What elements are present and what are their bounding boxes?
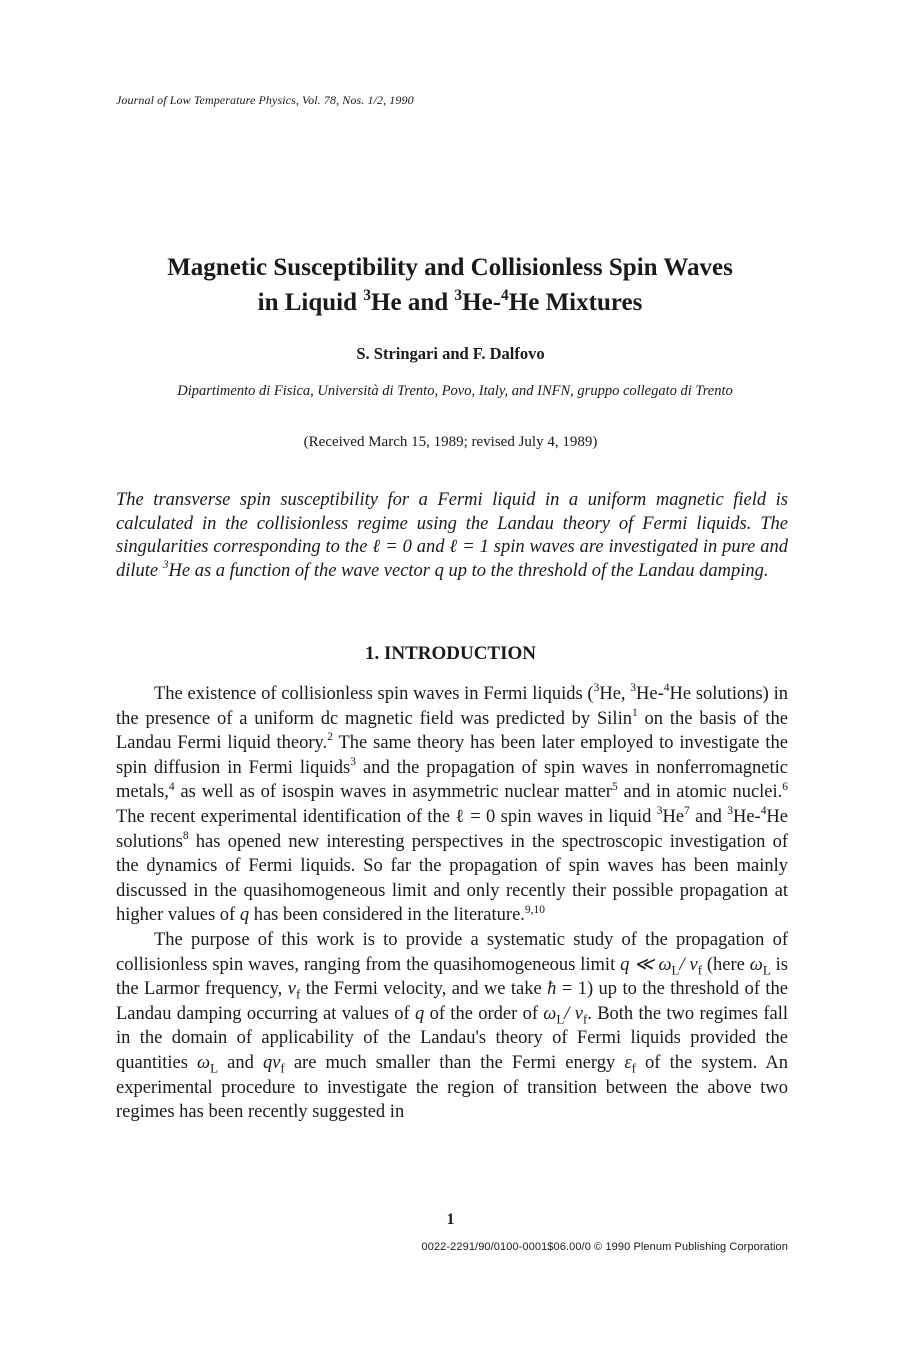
copyright-line: 0022-2291/90/0100-0001$06.00/0 © 1990 Plenum Publishing Corporation (421, 1241, 788, 1253)
authors: S. Stringari and F. Dalfovo (356, 344, 545, 363)
title-line-1: Magnetic Susceptibility and Collisionless Spin Waves (167, 254, 733, 281)
page-number: 1 (446, 1211, 455, 1228)
paragraph-2: The purpose of this work is to provide a systematic study of the propagation of collisionless spin waves, ranging from the quasihomogeneous limit q ≪ $\omega_L/$ $v_f$ (here $\omega_L$ is the Larmor frequency, $v_f$ the Fermi velocity, and we take ħ = 1) up to the threshold of the Landau damping occurring at values of q of the order of $\omega_L/$ $v_f$. Both the two regimes fall in the domain of applicability of the Landau's theory of Fermi liquids provided the quantities $\omega_L$ and $qv_f$ are much smaller than the Fermi energy $\varepsilon_f$ of the system. An experimental procedure to investigate the region of transition between the above two regimes has been recently suggested in (116, 929, 789, 1123)
title-line-2: in Liquid $^3$He and $^3$He-$^4$He Mixtures (257, 286, 643, 316)
affiliation: Dipartimento di Fisica, Università di Trento, Povo, Italy, and INFN, gruppo collegato di Trento (177, 383, 733, 399)
journal-citation: Journal of Low Temperature Physics, Vol. 78, Nos. 1/2, 1990 (116, 93, 414, 107)
paragraph-1: The existence of collisionless spin waves in Fermi liquids ($^3$He, $^3$He-$^4$He solutions) in the presence of a uniform dc magnetic field was predicted by Silin$^1$ on the basis of the Landau Fermi liquid theory.$^2$ The same theory has been later employed to investigate the spin diffusion in Fermi liquids$^3$ and the propagation of spin waves in nonferromagnetic metals,$^4$ as well as of isospin waves in asymmetric nuclear matter$^5$ and in atomic nuclei.$^6$ The recent experimental identification of the ℓ = 0 spin waves in liquid $^3$He$^7$ and $^3$He-$^4$He solutions$^8$ has opened new interesting perspectives in the spectroscopic investigation of the dynamics of Fermi liquids. So far the propagation of spin waves has been mainly discussed in the quasihomogeneous limit and only recently their possible propagation at higher values of q has been considered in the literature.$^{9,10}$ (116, 682, 789, 926)
body-text (116, 682, 788, 1125)
paper-title (60, 250, 840, 320)
received-date: (Received March 15, 1989; revised July 4, 1989) (303, 434, 598, 450)
section-heading: 1. INTRODUCTION (364, 643, 537, 664)
abstract: The transverse spin susceptibility for a Fermi liquid in a uniform magnetic field is calculated in the collisionless regime using the Landau theory of Fermi liquids. The singularities corresponding to the ℓ = 0 and ℓ = 1 spin waves are investigated in pure and dilute $^3$He as a function of the wave vector q up to the threshold of the Landau damping. (116, 490, 788, 581)
